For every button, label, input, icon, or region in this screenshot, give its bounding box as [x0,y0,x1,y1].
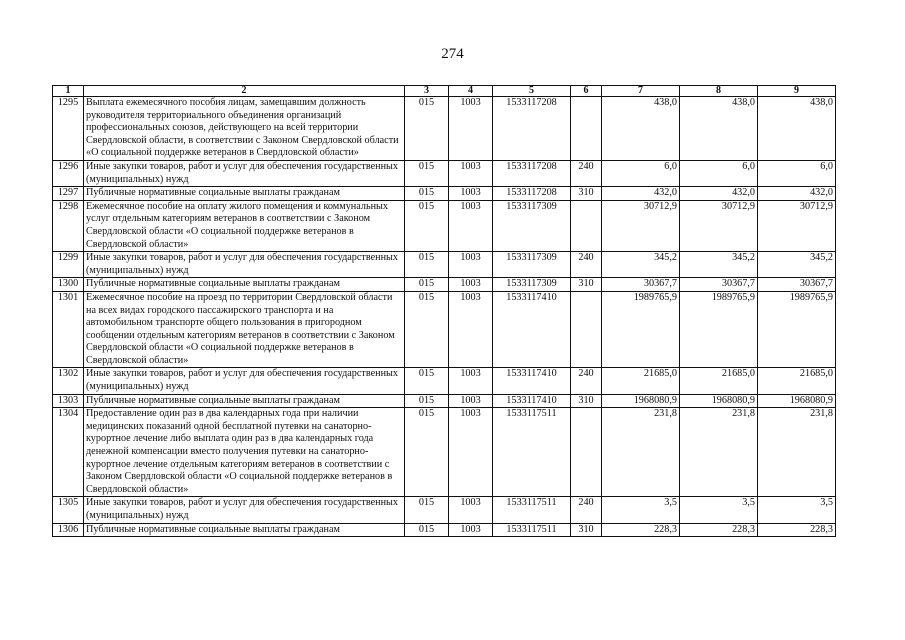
table-row [53,160,836,186]
header-cell: 3 [405,86,449,97]
amount-col8: 1968080,9 [680,394,758,408]
table-row [53,291,836,368]
target-article-code: 1533117410 [493,394,571,408]
table-row [53,97,836,161]
section-code: 1003 [449,187,493,201]
amount-col7: 21685,0 [602,368,680,394]
ministry-code: 015 [405,497,449,523]
ministry-code: 015 [405,368,449,394]
amount-col8: 231,8 [680,408,758,497]
section-code: 1003 [449,368,493,394]
amount-col8: 30712,9 [680,200,758,251]
row-description: Ежемесячное пособие на оплату жилого помещения и коммунальных услуг отдельным категориям ветеранов в соответствии с Законом Свердловской области «О социальной поддержке ветеранов в Свердловской области» [84,200,405,251]
row-number: 1306 [53,523,84,537]
amount-col9: 6,0 [758,160,836,186]
target-article-code: 1533117208 [493,160,571,186]
target-article-code: 1533117511 [493,523,571,537]
table-row [53,252,836,278]
ministry-code: 015 [405,523,449,537]
target-article-code: 1533117309 [493,252,571,278]
amount-col9: 1989765,9 [758,291,836,368]
amount-col9: 30367,7 [758,278,836,292]
header-cell: 1 [53,86,84,97]
expense-type-code: 310 [571,523,602,537]
expense-type-code [571,97,602,161]
amount-col7: 6,0 [602,160,680,186]
amount-col7: 1968080,9 [602,394,680,408]
ministry-code: 015 [405,291,449,368]
row-number: 1302 [53,368,84,394]
amount-col9: 1968080,9 [758,394,836,408]
page-number: 274 [441,46,464,62]
row-description: Иные закупки товаров, работ и услуг для обеспечения государственных (муниципальных) нужд [84,252,405,278]
amount-col7: 30712,9 [602,200,680,251]
table-row [53,368,836,394]
target-article-code: 1533117208 [493,187,571,201]
expense-type-code: 310 [571,394,602,408]
amount-col7: 438,0 [602,97,680,161]
row-description: Выплата ежемесячного пособия лицам, замещавшим должность руководителя территориального объединения организаций профессиональных союзов, действующего на всей территории Свердловской области, в соответствии с Законом Свердловской области «О социальной поддержке ветеранов в Свердловской области» [84,97,405,161]
amount-col8: 438,0 [680,97,758,161]
expense-type-code: 240 [571,160,602,186]
amount-col7: 432,0 [602,187,680,201]
table-row [53,497,836,523]
amount-col7: 345,2 [602,252,680,278]
ministry-code: 015 [405,394,449,408]
expense-type-code: 240 [571,497,602,523]
row-number: 1301 [53,291,84,368]
section-code: 1003 [449,97,493,161]
row-number: 1296 [53,160,84,186]
ministry-code: 015 [405,97,449,161]
ministry-code: 015 [405,278,449,292]
amount-col9: 3,5 [758,497,836,523]
header-cell: 7 [602,86,680,97]
expense-type-code: 240 [571,252,602,278]
budget-table [52,85,836,537]
expense-type-code: 310 [571,187,602,201]
row-number: 1295 [53,97,84,161]
target-article-code: 1533117309 [493,278,571,292]
amount-col8: 21685,0 [680,368,758,394]
ministry-code: 015 [405,408,449,497]
amount-col7: 1989765,9 [602,291,680,368]
amount-col9: 231,8 [758,408,836,497]
target-article-code: 1533117511 [493,497,571,523]
amount-col7: 228,3 [602,523,680,537]
header-row [53,86,836,97]
target-article-code: 1533117410 [493,368,571,394]
header-cell: 2 [84,86,405,97]
row-number: 1304 [53,408,84,497]
amount-col8: 345,2 [680,252,758,278]
section-code: 1003 [449,291,493,368]
row-number: 1303 [53,394,84,408]
table-row [53,394,836,408]
section-code: 1003 [449,252,493,278]
amount-col9: 432,0 [758,187,836,201]
amount-col8: 6,0 [680,160,758,186]
header-cell: 8 [680,86,758,97]
amount-col8: 432,0 [680,187,758,201]
amount-col9: 30712,9 [758,200,836,251]
amount-col9: 438,0 [758,97,836,161]
table-row [53,523,836,537]
amount-col8: 3,5 [680,497,758,523]
target-article-code: 1533117309 [493,200,571,251]
amount-col9: 228,3 [758,523,836,537]
section-code: 1003 [449,394,493,408]
header-cell: 4 [449,86,493,97]
expense-type-code: 240 [571,368,602,394]
row-description: Иные закупки товаров, работ и услуг для обеспечения государственных (муниципальных) нужд [84,497,405,523]
table-row [53,200,836,251]
row-description: Публичные нормативные социальные выплаты гражданам [84,523,405,537]
table-row [53,408,836,497]
row-description: Ежемесячное пособие на проезд по территории Свердловской области на всех видах городского пассажирского транспорта и на автомобильном транспорте общего пользования в пригородном сообщении отдельным категориям ветеранов в соответствии с Законом Свердловской области «О социальной поддержке ветеранов в Свердловской области» [84,291,405,368]
amount-col7: 3,5 [602,497,680,523]
section-code: 1003 [449,408,493,497]
section-code: 1003 [449,160,493,186]
expense-type-code [571,408,602,497]
amount-col8: 228,3 [680,523,758,537]
ministry-code: 015 [405,187,449,201]
row-description: Публичные нормативные социальные выплаты гражданам [84,278,405,292]
row-number: 1298 [53,200,84,251]
expense-type-code: 310 [571,278,602,292]
row-number: 1305 [53,497,84,523]
amount-col7: 30367,7 [602,278,680,292]
section-code: 1003 [449,523,493,537]
row-description: Иные закупки товаров, работ и услуг для обеспечения государственных (муниципальных) нужд [84,160,405,186]
table-row [53,187,836,201]
row-number: 1297 [53,187,84,201]
expense-type-code [571,291,602,368]
ministry-code: 015 [405,160,449,186]
table-row [53,278,836,292]
amount-col9: 21685,0 [758,368,836,394]
row-description: Предоставление один раз в два календарных года при наличии медицинских показаний одной бесплатной путевки на санаторно-курортное лечение либо выплата один раз в два календарных года денежной компенсации вместо получения путевки на санаторно-курортное лечение отдельным категориям ветеранов в соответствии с Законом Свердловской области «О социальной поддержке ветеранов в Свердловской области» [84,408,405,497]
section-code: 1003 [449,200,493,251]
row-number: 1300 [53,278,84,292]
ministry-code: 015 [405,252,449,278]
row-description: Публичные нормативные социальные выплаты гражданам [84,187,405,201]
target-article-code: 1533117511 [493,408,571,497]
amount-col9: 345,2 [758,252,836,278]
row-description: Иные закупки товаров, работ и услуг для обеспечения государственных (муниципальных) нужд [84,368,405,394]
ministry-code: 015 [405,200,449,251]
section-code: 1003 [449,278,493,292]
amount-col8: 1989765,9 [680,291,758,368]
amount-col8: 30367,7 [680,278,758,292]
row-description: Публичные нормативные социальные выплаты гражданам [84,394,405,408]
header-cell: 6 [571,86,602,97]
row-number: 1299 [53,252,84,278]
target-article-code: 1533117208 [493,97,571,161]
expense-type-code [571,200,602,251]
amount-col7: 231,8 [602,408,680,497]
section-code: 1003 [449,497,493,523]
target-article-code: 1533117410 [493,291,571,368]
header-cell: 9 [758,86,836,97]
header-cell: 5 [493,86,571,97]
